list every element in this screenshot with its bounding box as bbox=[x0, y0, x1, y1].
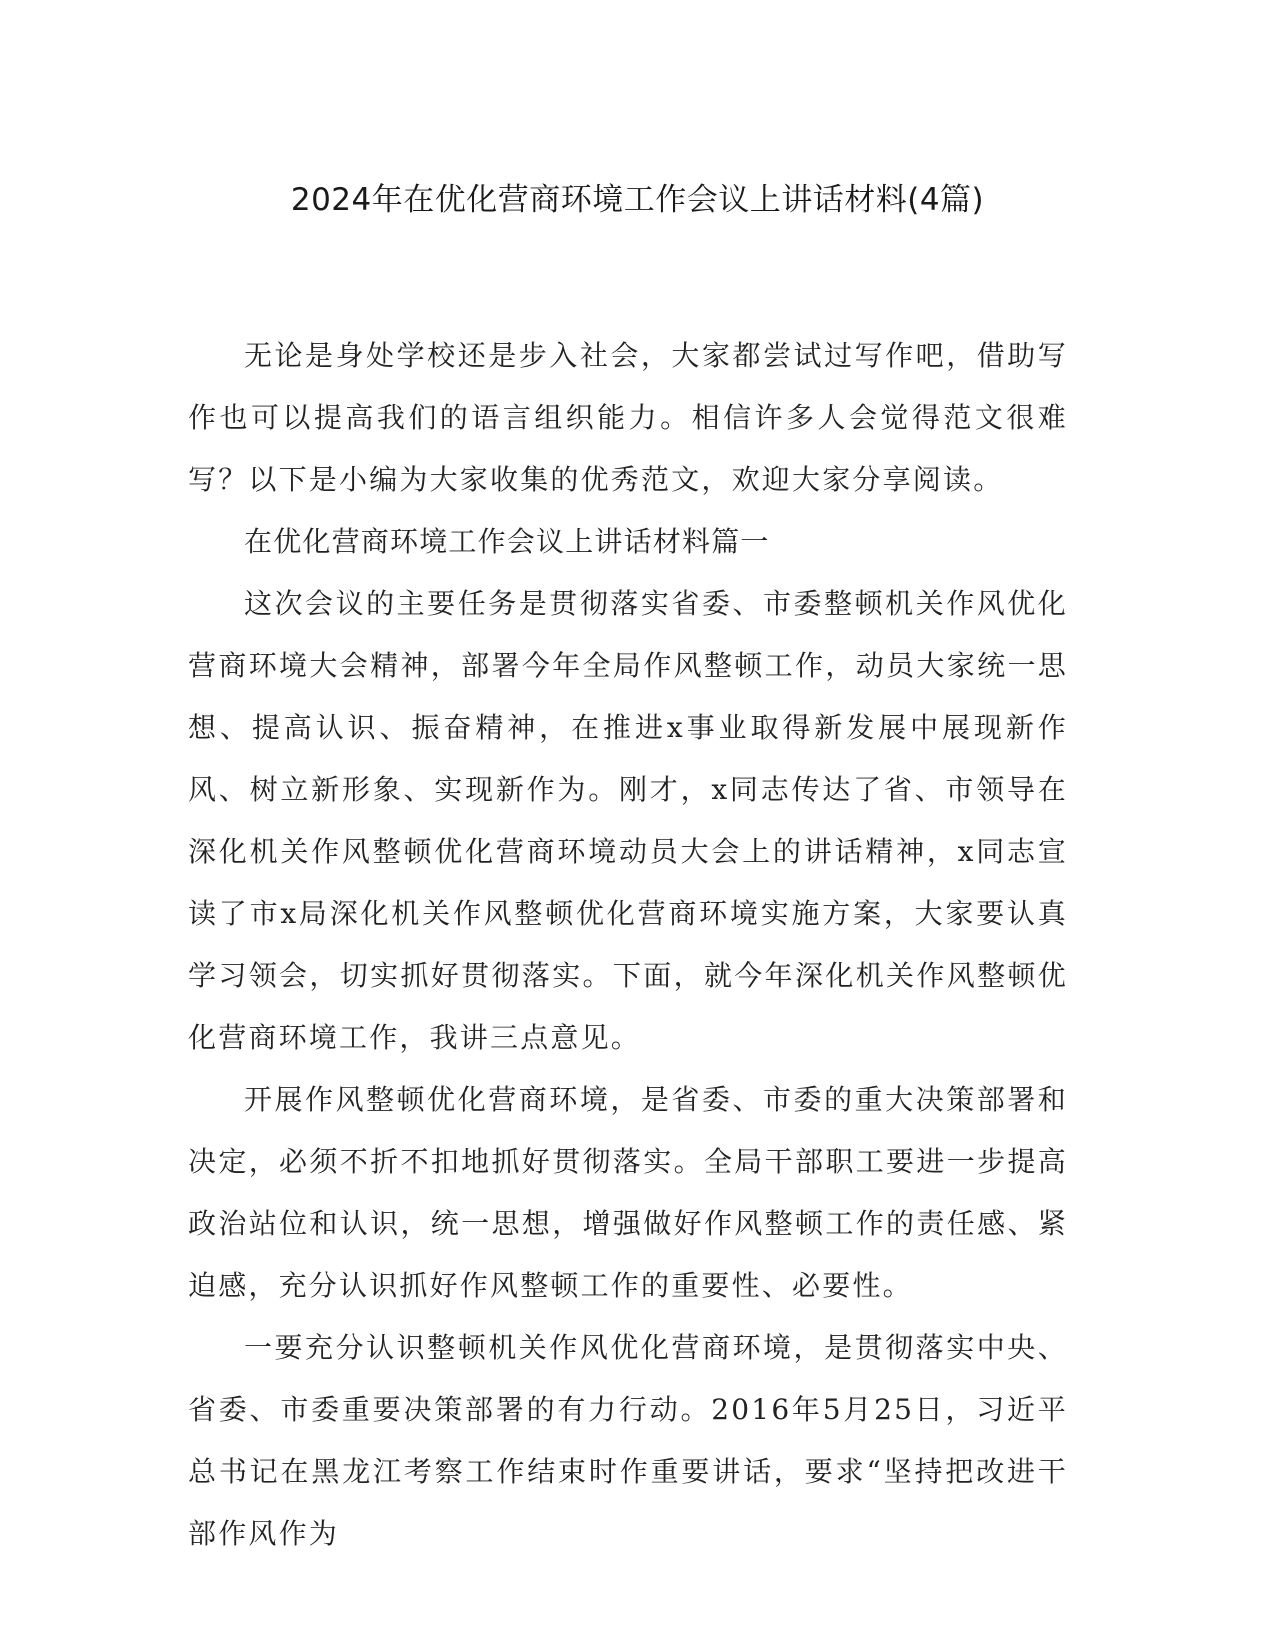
intro-paragraph: 无论是身处学校还是步入社会，大家都尝试过写作吧，借助写作也可以提高我们的语言组织能力。相信许多人会觉得范文很难写？以下是小编为大家收集的优秀范文，欢迎大家分享阅读。 bbox=[188, 339, 1068, 496]
body-paragraph: 一要充分认识整顿机关作风优化营商环境，是贯彻落实中央、省委、市委重要决策部署的有力行动。2016年5月25日，习近平总书记在黑龙江考察工作结束时作重要讲话，要求“坚持把改进干部作风作为 bbox=[188, 1331, 1068, 1550]
body-paragraph: 这次会议的主要任务是贯彻落实省委、市委整顿机关作风优化营商环境大会精神，部署今年全局作风整顿工作，动员大家统一思想、提高认识、振奋精神，在推进x事业取得新发展中展现新作风、树立新形象、实现新作为。刚才，x同志传达了省、市领导在深化机关作风整顿优化营商环境动员大会上的讲话精神，x同志宣读了市x局深化机关作风整顿优化营商环境实施方案，大家要认真学习领会，切实抓好贯彻落实。下面，就今年深化机关作风整顿优化营商环境工作，我讲三点意见。 bbox=[188, 587, 1068, 1054]
document-body bbox=[188, 325, 1068, 1565]
section-heading: 在优化营商环境工作会议上讲话材料篇一 bbox=[244, 525, 770, 558]
body-paragraph: 开展作风整顿优化营商环境，是省委、市委的重大决策部署和决定，必须不折不扣地抓好贯彻落实。全局干部职工要进一步提高政治站位和认识，统一思想，增强做好作风整顿工作的责任感、紧迫感，充分认识抓好作风整顿工作的重要性、必要性。 bbox=[188, 1083, 1068, 1302]
document-title: 2024年在优化营商环境工作会议上讲话材料(4篇) bbox=[290, 182, 985, 218]
